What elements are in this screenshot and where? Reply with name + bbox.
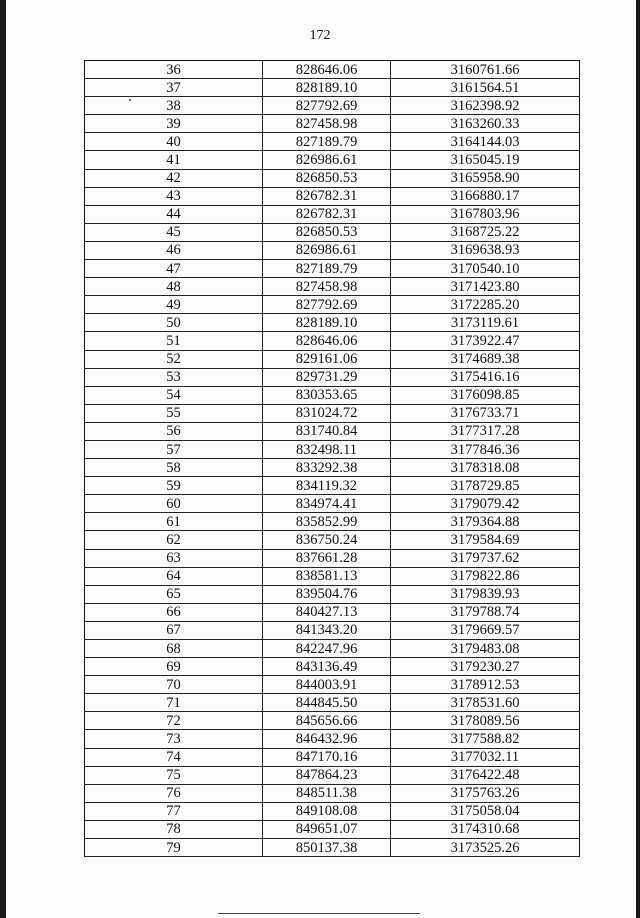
table-row bbox=[85, 676, 580, 694]
y-coordinate-cell: 3179737.62 bbox=[391, 549, 580, 567]
x-coordinate-cell: 830353.65 bbox=[263, 386, 391, 404]
y-coordinate-cell: 3179364.88 bbox=[391, 513, 580, 531]
x-coordinate-cell: 849108.08 bbox=[263, 802, 391, 820]
y-coordinate-cell: 3175416.16 bbox=[391, 368, 580, 386]
table-row bbox=[85, 205, 580, 223]
x-coordinate-cell: 850137.38 bbox=[263, 839, 391, 857]
table-row bbox=[85, 766, 580, 784]
x-coordinate-cell: 826986.61 bbox=[263, 151, 391, 169]
x-coordinate-cell: 827458.98 bbox=[263, 278, 391, 296]
table-row bbox=[85, 748, 580, 766]
x-coordinate-cell: 829731.29 bbox=[263, 368, 391, 386]
y-coordinate-cell: 3179079.42 bbox=[391, 495, 580, 513]
y-coordinate-cell: 3178912.53 bbox=[391, 676, 580, 694]
y-coordinate-cell: 3178531.60 bbox=[391, 694, 580, 712]
point-number-cell: 76 bbox=[85, 784, 263, 802]
y-coordinate-cell: 3173922.47 bbox=[391, 332, 580, 350]
y-coordinate-cell: 3177032.11 bbox=[391, 748, 580, 766]
table-row bbox=[85, 404, 580, 422]
y-coordinate-cell: 3177588.82 bbox=[391, 730, 580, 748]
x-coordinate-cell: 835852.99 bbox=[263, 513, 391, 531]
point-number-cell: 43 bbox=[85, 187, 263, 205]
point-number-cell: 52 bbox=[85, 350, 263, 368]
coordinate-table-body bbox=[85, 61, 580, 857]
y-coordinate-cell: 3176422.48 bbox=[391, 766, 580, 784]
y-coordinate-cell: 3161564.51 bbox=[391, 79, 580, 97]
x-coordinate-cell: 826782.31 bbox=[263, 187, 391, 205]
scan-edge-left bbox=[0, 0, 6, 918]
point-number-cell: 58 bbox=[85, 459, 263, 477]
y-coordinate-cell: 3165958.90 bbox=[391, 169, 580, 187]
table-row bbox=[85, 440, 580, 458]
table-row bbox=[85, 350, 580, 368]
y-coordinate-cell: 3162398.92 bbox=[391, 97, 580, 115]
point-number-cell: 79 bbox=[85, 839, 263, 857]
table-row bbox=[85, 278, 580, 296]
table-row bbox=[85, 567, 580, 585]
table-row bbox=[85, 784, 580, 802]
y-coordinate-cell: 3178729.85 bbox=[391, 477, 580, 495]
x-coordinate-cell: 844845.50 bbox=[263, 694, 391, 712]
table-row bbox=[85, 260, 580, 278]
point-number-cell: 75 bbox=[85, 766, 263, 784]
y-coordinate-cell: 3176733.71 bbox=[391, 404, 580, 422]
y-coordinate-cell: 3170540.10 bbox=[391, 260, 580, 278]
table-row bbox=[85, 621, 580, 639]
x-coordinate-cell: 828646.06 bbox=[263, 332, 391, 350]
point-number-cell: 63 bbox=[85, 549, 263, 567]
table-row bbox=[85, 658, 580, 676]
y-coordinate-cell: 3164144.03 bbox=[391, 133, 580, 151]
table-row bbox=[85, 839, 580, 857]
x-coordinate-cell: 829161.06 bbox=[263, 350, 391, 368]
y-coordinate-cell: 3168725.22 bbox=[391, 223, 580, 241]
table-row bbox=[85, 296, 580, 314]
table-row bbox=[85, 151, 580, 169]
table-row bbox=[85, 169, 580, 187]
y-coordinate-cell: 3175763.26 bbox=[391, 784, 580, 802]
point-number-cell: 64 bbox=[85, 567, 263, 585]
x-coordinate-cell: 827792.69 bbox=[263, 97, 391, 115]
point-number-cell: 69 bbox=[85, 658, 263, 676]
y-coordinate-cell: 3179584.69 bbox=[391, 531, 580, 549]
point-number-cell: 61 bbox=[85, 513, 263, 531]
x-coordinate-cell: 848511.38 bbox=[263, 784, 391, 802]
x-coordinate-cell: 836750.24 bbox=[263, 531, 391, 549]
point-number-cell: 42 bbox=[85, 169, 263, 187]
x-coordinate-cell: 827458.98 bbox=[263, 115, 391, 133]
x-coordinate-cell: 832498.11 bbox=[263, 440, 391, 458]
x-coordinate-cell: 838581.13 bbox=[263, 567, 391, 585]
point-number-cell: 56 bbox=[85, 422, 263, 440]
y-coordinate-cell: 3166880.17 bbox=[391, 187, 580, 205]
x-coordinate-cell: 827189.79 bbox=[263, 260, 391, 278]
table-row bbox=[85, 314, 580, 332]
table-row bbox=[85, 61, 580, 79]
point-number-cell: 39 bbox=[85, 115, 263, 133]
point-number-cell: 59 bbox=[85, 477, 263, 495]
x-coordinate-cell: 840427.13 bbox=[263, 603, 391, 621]
point-number-cell: 62 bbox=[85, 531, 263, 549]
table-row bbox=[85, 133, 580, 151]
y-coordinate-cell: 3163260.33 bbox=[391, 115, 580, 133]
y-coordinate-cell: 3179230.27 bbox=[391, 658, 580, 676]
y-coordinate-cell: 3179839.93 bbox=[391, 585, 580, 603]
table-row bbox=[85, 712, 580, 730]
y-coordinate-cell: 3175058.04 bbox=[391, 802, 580, 820]
table-row bbox=[85, 495, 580, 513]
point-number-cell: 49 bbox=[85, 296, 263, 314]
y-coordinate-cell: 3173119.61 bbox=[391, 314, 580, 332]
y-coordinate-cell: 3172285.20 bbox=[391, 296, 580, 314]
point-number-cell: 65 bbox=[85, 585, 263, 603]
point-number-cell: 67 bbox=[85, 621, 263, 639]
x-coordinate-cell: 846432.96 bbox=[263, 730, 391, 748]
y-coordinate-cell: 3177846.36 bbox=[391, 440, 580, 458]
y-coordinate-cell: 3179669.57 bbox=[391, 621, 580, 639]
point-number-cell: 41 bbox=[85, 151, 263, 169]
x-coordinate-cell: 831740.84 bbox=[263, 422, 391, 440]
point-number-cell: 47 bbox=[85, 260, 263, 278]
point-number-cell: 38 bbox=[85, 97, 263, 115]
y-coordinate-cell: 3179483.08 bbox=[391, 640, 580, 658]
point-number-cell: 78 bbox=[85, 820, 263, 838]
table-row bbox=[85, 549, 580, 567]
x-coordinate-cell: 844003.91 bbox=[263, 676, 391, 694]
x-coordinate-cell: 826986.61 bbox=[263, 241, 391, 259]
point-number-cell: 74 bbox=[85, 748, 263, 766]
x-coordinate-cell: 843136.49 bbox=[263, 658, 391, 676]
table-row bbox=[85, 585, 580, 603]
y-coordinate-cell: 3174310.68 bbox=[391, 820, 580, 838]
x-coordinate-cell: 827189.79 bbox=[263, 133, 391, 151]
point-number-cell: 60 bbox=[85, 495, 263, 513]
point-number-cell: 48 bbox=[85, 278, 263, 296]
point-number-cell: 68 bbox=[85, 640, 263, 658]
x-coordinate-cell: 834974.41 bbox=[263, 495, 391, 513]
x-coordinate-cell: 831024.72 bbox=[263, 404, 391, 422]
coordinate-table bbox=[84, 60, 580, 857]
y-coordinate-cell: 3177317.28 bbox=[391, 422, 580, 440]
y-coordinate-cell: 3178318.08 bbox=[391, 459, 580, 477]
table-row bbox=[85, 459, 580, 477]
point-number-cell: 73 bbox=[85, 730, 263, 748]
table-row bbox=[85, 802, 580, 820]
table-row bbox=[85, 513, 580, 531]
point-number-cell: 40 bbox=[85, 133, 263, 151]
x-coordinate-cell: 849651.07 bbox=[263, 820, 391, 838]
page-number: 172 bbox=[309, 28, 331, 43]
x-coordinate-cell: 826850.53 bbox=[263, 223, 391, 241]
x-coordinate-cell: 833292.38 bbox=[263, 459, 391, 477]
table-row bbox=[85, 694, 580, 712]
x-coordinate-cell: 834119.32 bbox=[263, 477, 391, 495]
point-number-cell: 77 bbox=[85, 802, 263, 820]
point-number-cell: 72 bbox=[85, 712, 263, 730]
point-number-cell: 46 bbox=[85, 241, 263, 259]
bottom-rule bbox=[218, 913, 420, 914]
scan-edge-right bbox=[636, 0, 640, 918]
point-number-cell: 57 bbox=[85, 440, 263, 458]
point-number-cell: 36 bbox=[85, 61, 263, 79]
point-number-cell: 54 bbox=[85, 386, 263, 404]
table-row bbox=[85, 422, 580, 440]
table-row bbox=[85, 368, 580, 386]
x-coordinate-cell: 842247.96 bbox=[263, 640, 391, 658]
table-row bbox=[85, 241, 580, 259]
table-row bbox=[85, 386, 580, 404]
point-number-cell: 70 bbox=[85, 676, 263, 694]
point-number-cell: 37 bbox=[85, 79, 263, 97]
y-coordinate-cell: 3179822.86 bbox=[391, 567, 580, 585]
x-coordinate-cell: 841343.20 bbox=[263, 621, 391, 639]
y-coordinate-cell: 3165045.19 bbox=[391, 151, 580, 169]
y-coordinate-cell: 3173525.26 bbox=[391, 839, 580, 857]
x-coordinate-cell: 827792.69 bbox=[263, 296, 391, 314]
table-row bbox=[85, 187, 580, 205]
x-coordinate-cell: 828189.10 bbox=[263, 79, 391, 97]
point-number-cell: 51 bbox=[85, 332, 263, 350]
point-number-cell: 53 bbox=[85, 368, 263, 386]
x-coordinate-cell: 839504.76 bbox=[263, 585, 391, 603]
table-row bbox=[85, 332, 580, 350]
point-number-cell: 66 bbox=[85, 603, 263, 621]
table-row bbox=[85, 730, 580, 748]
table-row bbox=[85, 531, 580, 549]
table-row bbox=[85, 603, 580, 621]
x-coordinate-cell: 828189.10 bbox=[263, 314, 391, 332]
table-row bbox=[85, 79, 580, 97]
x-coordinate-cell: 837661.28 bbox=[263, 549, 391, 567]
y-coordinate-cell: 3179788.74 bbox=[391, 603, 580, 621]
table-row bbox=[85, 477, 580, 495]
point-number-cell: 45 bbox=[85, 223, 263, 241]
x-coordinate-cell: 826850.53 bbox=[263, 169, 391, 187]
point-number-cell: 71 bbox=[85, 694, 263, 712]
x-coordinate-cell: 826782.31 bbox=[263, 205, 391, 223]
x-coordinate-cell: 847170.16 bbox=[263, 748, 391, 766]
table-row bbox=[85, 97, 580, 115]
y-coordinate-cell: 3160761.66 bbox=[391, 61, 580, 79]
x-coordinate-cell: 845656.66 bbox=[263, 712, 391, 730]
x-coordinate-cell: 828646.06 bbox=[263, 61, 391, 79]
y-coordinate-cell: 3176098.85 bbox=[391, 386, 580, 404]
y-coordinate-cell: 3167803.96 bbox=[391, 205, 580, 223]
y-coordinate-cell: 3178089.56 bbox=[391, 712, 580, 730]
y-coordinate-cell: 3171423.80 bbox=[391, 278, 580, 296]
table-row bbox=[85, 640, 580, 658]
x-coordinate-cell: 847864.23 bbox=[263, 766, 391, 784]
point-number-cell: 50 bbox=[85, 314, 263, 332]
y-coordinate-cell: 3169638.93 bbox=[391, 241, 580, 259]
y-coordinate-cell: 3174689.38 bbox=[391, 350, 580, 368]
point-number-cell: 44 bbox=[85, 205, 263, 223]
point-number-cell: 55 bbox=[85, 404, 263, 422]
table-row bbox=[85, 820, 580, 838]
table-row bbox=[85, 223, 580, 241]
table-row bbox=[85, 115, 580, 133]
